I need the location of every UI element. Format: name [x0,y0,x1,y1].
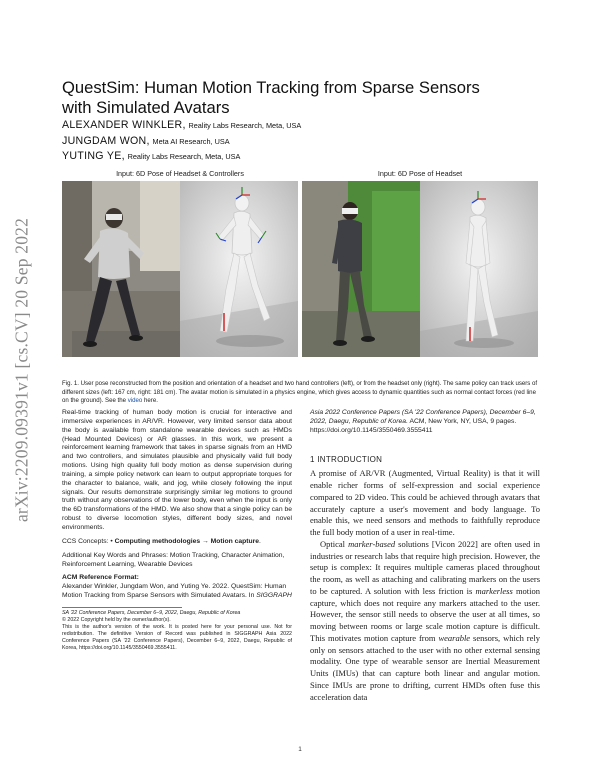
video-link[interactable]: video [127,397,143,405]
photo-runner [62,181,180,357]
ref-format-continued: Asia 2022 Conference Papers (SA '22 Conference Papers), December 6–9, 2022, Daegu, Republic of Korea. ACM, New York, NY, USA, 9 pages. https://doi.org/10.1145/3550469.3555411 [310,409,536,434]
page-number: 1 [298,746,302,753]
figure-left-label: Input: 6D Pose of Headset & Controllers [116,169,244,178]
figure-right-label: Input: 6D Pose of Headset [377,169,463,178]
footnote-venue: SA '22 Conference Papers, December 6–9, 2022, Daegu, Republic of Korea [62,609,241,616]
keywords: Additional Key Words and Phrases: Motion Tracking, Character Animation, Reinforcement Learning, Wearable Devices [62,551,285,568]
avatar-render-right [420,181,538,357]
author: JUNGDAM WON, Meta AI Research, USA [62,134,230,147]
author-list [62,118,301,165]
footnote-copyright: © 2022 Copyright held by the owner/author(s). [62,616,171,623]
ref-format-heading: ACM Reference Format: [62,574,139,582]
abstract: Real-time tracking of human body motion is crucial for interactive and immersive experiences in AR/VR. However, very limited sensor data about the body is available from standalone wearable devices such as HMDs (Head Mounted Devices) or AR glasses. In this work, we present a reinforcement learning framework that takes in sparse signals from an HMD and two controllers, and simulates plausible and physically valid full body motions. Using high quality full body motion as dense supervision during training, a simple policy network can learn to output appropriate torques for the character to balance, walk, and jog, while closely following the input signals. Our results demonstrate surprisingly similar leg motions to ground truth without any observations of the lower body, even when the input is only the 6D transformations of the HMD. We also show that a single policy can be robust to diverse locomotion styles, different body sizes, and novel environments. [62,409,292,531]
left-column [62,409,292,652]
arxiv-id-text: arXiv:2209.09391v1 [cs.CV] 20 Sep 2022 [11,217,32,523]
author: ALEXANDER WINKLER, Reality Labs Research, Meta, USA [62,119,302,131]
arxiv-identifier [2,170,42,570]
figure-right [302,170,538,370]
photo-walker [302,181,420,357]
figure-caption: Fig. 1. User pose reconstructed from the position and orientation of a headset and two hand controllers (left), or from the headset only (right). The same policy can track users of different sizes (left: 167 cm, right: 181 cm). The avatar motion is simulated in a physics engine, which gives access to dynamic quantities such as normal contact forces (red line on the ground). See the video here. [62,380,538,405]
ccs-concepts: CCS Concepts: • Computing methodologies → Motion capture. [62,537,261,545]
avatar-render-left [180,181,298,357]
footnote-version: This is the author's version of the work. It is posted here for your personal use. Not for redistribution. The definitive Version of Record was published in SIGGRAPH Asia 2022 Conference Papers (SA '22 Conference Papers), December 6–9, 2022, Daegu, Republic of Korea, https://doi.org/10.1145/3550469.3555411. [62,623,292,651]
author: YUTING YE, Reality Labs Research, Meta, USA [62,150,241,162]
section-heading-introduction: 1 INTRODUCTION [310,454,383,464]
footnote-rule [62,607,182,608]
ref-format-text: Alexander Winkler, Jungdam Won, and Yuting Ye. 2022. QuestSim: Human Motion Tracking from Sparse Sensors with Simulated Avatars. In SIGGRAPH [62,583,292,600]
introduction-body [310,468,540,703]
figure-left [62,170,298,370]
paper-title: QuestSim: Human Motion Tracking from Sparse Sensors with Simulated Avatars [62,78,480,117]
right-column [310,409,540,703]
intro-paragraph: A promise of AR/VR (Augmented, Virtual Reality) is that it will enable richer forms of self-expression and social experience compared to 2D video. This could be achieved through avatars that accurately capture a user's movement and body language. To enable this, we need sensors and methods to faithfully reproduce the full body motion of a user in real-time. [310,468,540,538]
intro-paragraph: Optical marker-based solutions [Vicon 2022] are often used in industries or research labs that require high precision. However, the setup is complex: It requires multiple cameras placed throughout the room, as well as attaching and calibrating markers on the users to be captured. A solution with less friction is markerless motion capture, which does not require any markers attached to the user. However, the sensor still needs to observe the user at all times, so moving between rooms or large scale motion capture is difficult. This motivates motion capture from wearable sensors, which rely only on sensors attached to the user with no other external sensing modality. One type of wearable sensor are Inertial Measurement Units (IMUs) that can capture both linear and angular motion. Since IMUs are prone to drifting, current HMDs often fuse this acceleration data [310,538,541,702]
